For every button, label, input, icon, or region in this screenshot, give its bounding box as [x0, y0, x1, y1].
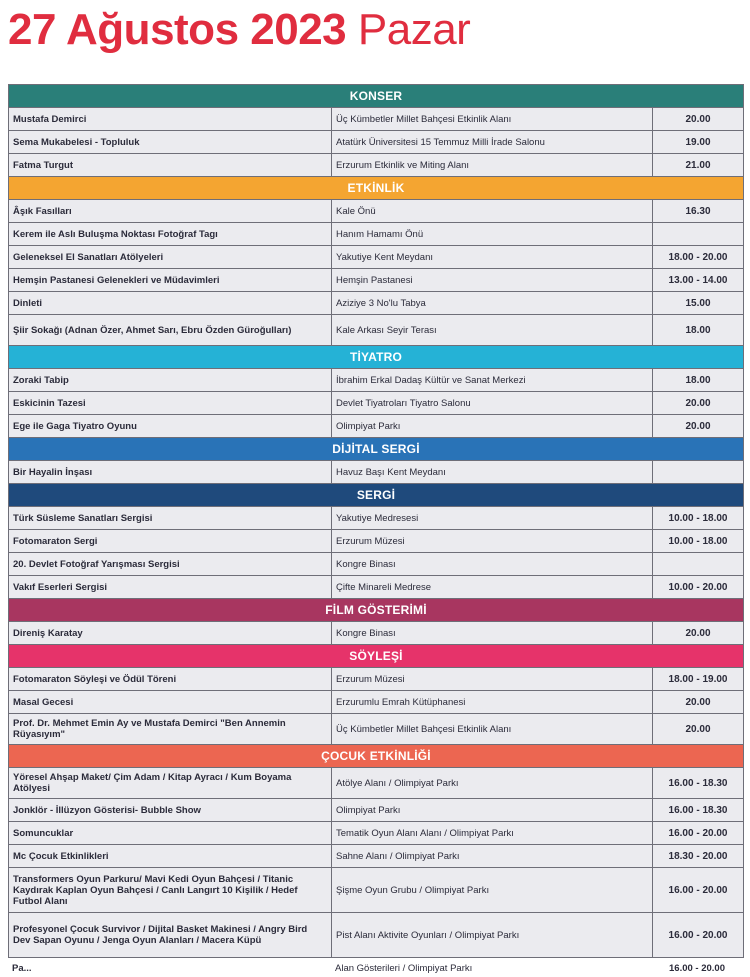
- row-time: 20.00: [685, 696, 711, 708]
- row-name: Fotomaraton Sergi: [9, 530, 332, 552]
- section-header: TİYATRO: [9, 346, 743, 369]
- table-row: [9, 507, 743, 530]
- row-name: Profesyonel Çocuk Survivor / Dijital Basket Makinesi / Angry Bird Dev Sapan Oyunu / Jenga Oyun Alanları / Macera Küpü: [9, 913, 332, 957]
- table-row: [9, 131, 743, 154]
- row-venue: Erzurumlu Emrah Kütüphanesi: [332, 691, 653, 713]
- table-row: [9, 845, 743, 868]
- section-header: ETKİNLİK: [9, 177, 743, 200]
- table-row: [9, 108, 743, 131]
- table-row: [9, 714, 743, 745]
- table-row: [9, 691, 743, 714]
- table-row: [9, 154, 743, 177]
- table-row: [9, 530, 743, 553]
- row-time: 18.00: [685, 324, 711, 336]
- row-time: 10.00 - 20.00: [668, 581, 728, 593]
- row-venue: Üç Kümbetler Millet Bahçesi Etkinlik Alanı: [332, 108, 653, 130]
- row-name: Türk Süsleme Sanatları Sergisi: [9, 507, 332, 529]
- section-header: ÇOCUK ETKİNLİĞİ: [9, 745, 743, 768]
- table-row: [9, 315, 743, 346]
- row-time: 18.00 - 20.00: [668, 251, 728, 263]
- row-venue: Atatürk Üniversitesi 15 Temmuz Milli İrade Salonu: [332, 131, 653, 153]
- row-name: Şiir Sokağı (Adnan Özer, Ahmet Sarı, Ebru Özden Güroğulları): [9, 315, 332, 345]
- page-title: [8, 4, 470, 56]
- row-time: 20.00: [685, 723, 711, 735]
- table-row: [9, 269, 743, 292]
- section-header: SÖYLEŞİ: [9, 645, 743, 668]
- row-time: 16.30: [685, 205, 711, 217]
- table-row: [9, 246, 743, 269]
- row-venue: Atölye Alanı / Olimpiyat Parkı: [332, 768, 653, 798]
- section-header: FİLM GÖSTERİMİ: [9, 599, 743, 622]
- row-time: 16.00 - 18.30: [668, 777, 728, 789]
- row-venue: Olimpiyat Parkı: [332, 415, 653, 437]
- row-name: Vakıf Eserleri Sergisi: [9, 576, 332, 598]
- row-venue: Hanım Hamamı Önü: [332, 223, 653, 245]
- table-row: [9, 576, 743, 599]
- row-venue: Kale Arkası Seyir Terası: [332, 315, 653, 345]
- row-time: 10.00 - 18.00: [668, 512, 728, 524]
- table-row: [9, 768, 743, 799]
- row-time: 16.00 - 20.00: [669, 963, 725, 974]
- row-name: Mc Çocuk Etkinlikleri: [9, 845, 332, 867]
- table-row: [9, 913, 743, 958]
- row-time: [653, 553, 743, 575]
- row-venue: Olimpiyat Parkı: [332, 799, 653, 821]
- table-row-cutoff: [8, 963, 742, 977]
- row-venue: Kongre Binası: [332, 553, 653, 575]
- section-header: DİJİTAL SERGİ: [9, 438, 743, 461]
- table-row: [9, 822, 743, 845]
- row-venue: Yakutiye Kent Meydanı: [332, 246, 653, 268]
- table-row: [9, 415, 743, 438]
- row-name: Pa...: [12, 963, 32, 974]
- row-time: 21.00: [685, 159, 711, 171]
- row-name: Somuncuklar: [9, 822, 332, 844]
- row-name: Geleneksel El Sanatları Atölyeleri: [9, 246, 332, 268]
- table-row: [9, 553, 743, 576]
- row-name: Mustafa Demirci: [9, 108, 332, 130]
- row-time: 18.00: [685, 374, 711, 386]
- row-venue: Aziziye 3 No'lu Tabya: [332, 292, 653, 314]
- row-time: 20.00: [685, 627, 711, 639]
- row-name: Zoraki Tabip: [9, 369, 332, 391]
- row-venue: Havuz Başı Kent Meydanı: [332, 461, 653, 483]
- row-name: Kerem ile Aslı Buluşma Noktası Fotoğraf Tagı: [9, 223, 332, 245]
- row-time: 20.00: [685, 113, 711, 125]
- row-venue: Çifte Minareli Medrese: [332, 576, 653, 598]
- row-name: Hemşin Pastanesi Gelenekleri ve Müdavimleri: [9, 269, 332, 291]
- table-row: [9, 292, 743, 315]
- table-row: [9, 622, 743, 645]
- table-row: [9, 799, 743, 822]
- row-venue: Kongre Binası: [332, 622, 653, 644]
- row-time: 18.00 - 19.00: [668, 673, 728, 685]
- row-name: Dinleti: [9, 292, 332, 314]
- table-row: [9, 223, 743, 246]
- row-time: 16.00 - 20.00: [668, 884, 728, 896]
- row-name: Eskicinin Tazesi: [9, 392, 332, 414]
- row-time: [653, 223, 743, 245]
- row-time: 19.00: [685, 136, 711, 148]
- row-name: Jonklör - İllüzyon Gösterisi- Bubble Show: [9, 799, 332, 821]
- row-venue: Kale Önü: [332, 200, 653, 222]
- row-time: 16.00 - 20.00: [668, 929, 728, 941]
- table-row: [9, 868, 743, 913]
- row-venue: Tematik Oyun Alanı Alanı / Olimpiyat Parkı: [332, 822, 653, 844]
- row-time: 20.00: [685, 397, 711, 409]
- row-name: Ege ile Gaga Tiyatro Oyunu: [9, 415, 332, 437]
- row-venue: Üç Kümbetler Millet Bahçesi Etkinlik Alanı: [332, 714, 653, 744]
- row-venue: Erzurum Etkinlik ve Miting Alanı: [332, 154, 653, 176]
- row-name: Sema Mukabelesi - Topluluk: [9, 131, 332, 153]
- row-name: Fatma Turgut: [9, 154, 332, 176]
- row-venue: Devlet Tiyatroları Tiyatro Salonu: [332, 392, 653, 414]
- row-name: Direniş Karatay: [9, 622, 332, 644]
- row-name: Masal Gecesi: [9, 691, 332, 713]
- table-row: [9, 392, 743, 415]
- row-time: 20.00: [685, 420, 711, 432]
- row-name: Bir Hayalin İnşası: [9, 461, 332, 483]
- table-row: [9, 200, 743, 223]
- title-date: 27 Ağustos 2023: [8, 5, 347, 54]
- program-table: [8, 84, 744, 958]
- row-venue: Alan Gösterileri / Olimpiyat Parkı: [335, 963, 473, 974]
- row-time: 10.00 - 18.00: [668, 535, 728, 547]
- section-header: KONSER: [9, 85, 743, 108]
- table-row: [9, 369, 743, 392]
- row-name: Prof. Dr. Mehmet Emin Ay ve Mustafa Demirci "Ben Annemin Rüyasıyım": [9, 714, 332, 744]
- row-name: Yöresel Ahşap Maket/ Çim Adam / Kitap Ayracı / Kum Boyama Atölyesi: [9, 768, 332, 798]
- row-name: 20. Devlet Fotoğraf Yarışması Sergisi: [9, 553, 332, 575]
- row-time: [653, 461, 743, 483]
- row-venue: Erzurum Müzesi: [332, 668, 653, 690]
- row-name: Âşık Fasılları: [9, 200, 332, 222]
- title-day: Pazar: [357, 5, 471, 54]
- row-time: 16.00 - 18.30: [668, 804, 728, 816]
- row-name: Fotomaraton Söyleşi ve Ödül Töreni: [9, 668, 332, 690]
- row-time: 16.00 - 20.00: [668, 827, 728, 839]
- row-venue: Pist Alanı Aktivite Oyunları / Olimpiyat Parkı: [332, 913, 653, 957]
- section-header: SERGİ: [9, 484, 743, 507]
- row-name: Transformers Oyun Parkuru/ Mavi Kedi Oyun Bahçesi / Titanic Kaydırak Kaplan Oyun Bahçesi / Canlı Langırt 10 Kişilik / Hedef Futbol Alanı: [9, 868, 332, 912]
- row-time: 18.30 - 20.00: [668, 850, 728, 862]
- row-venue: Yakutiye Medresesi: [332, 507, 653, 529]
- row-venue: Hemşin Pastanesi: [332, 269, 653, 291]
- row-time: 13.00 - 14.00: [668, 274, 728, 286]
- table-row: [9, 668, 743, 691]
- table-row: [9, 461, 743, 484]
- row-venue: Sahne Alanı / Olimpiyat Parkı: [332, 845, 653, 867]
- row-venue: İbrahim Erkal Dadaş Kültür ve Sanat Merkezi: [332, 369, 653, 391]
- row-venue: Erzurum Müzesi: [332, 530, 653, 552]
- row-time: 15.00: [685, 297, 711, 309]
- row-venue: Şişme Oyun Grubu / Olimpiyat Parkı: [332, 868, 653, 912]
